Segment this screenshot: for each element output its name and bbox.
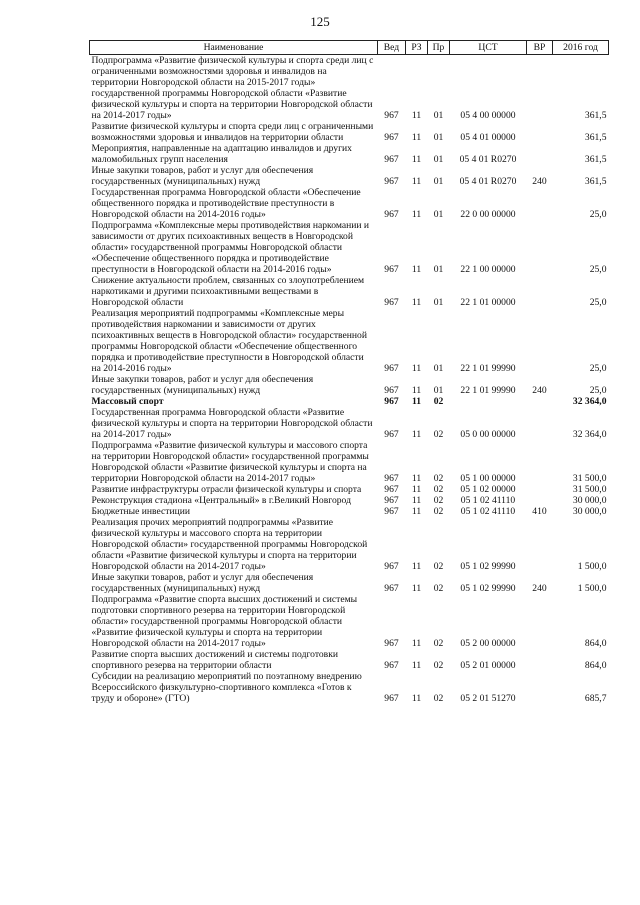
cell-rz: 11	[411, 495, 422, 506]
cell-vr: 240	[532, 385, 547, 396]
cell-name: Реализация прочих мероприятий подпрограммы «Развитие физической культуры и массового спорта на территории Новгородской области» государственной программы Новгородской области «Развитие физической культуры и спорта на территории Новгородской области на 2014-2017 годы»	[91, 517, 368, 572]
cell-cst: 22 0 00 00000	[460, 209, 516, 220]
cell-amount: 25,0	[589, 385, 607, 396]
cell-rz: 11	[411, 110, 422, 121]
cell-name: Реконструкция стадиона «Центральный» в г.Великий Новгород	[91, 495, 351, 506]
table-row	[90, 484, 609, 495]
cell-ved: 967	[384, 209, 399, 220]
cell-name: Массовый спорт	[91, 396, 164, 407]
table-row	[90, 187, 609, 220]
cell-vr	[527, 671, 553, 704]
cell-pr: 02	[433, 473, 444, 484]
cell-ved: 967	[384, 264, 399, 275]
cell-amount: 25,0	[589, 363, 607, 374]
cell-vr	[527, 55, 553, 122]
cell-amount: 361,5	[584, 154, 607, 165]
cell-vr: 240	[532, 176, 547, 187]
cell-rz: 11	[411, 429, 422, 440]
cell-rz: 11	[411, 176, 422, 187]
cell-name: Подпрограмма «Комплексные меры противодействия наркомании и зависимости от других психоактивных веществ в Новгородской области» государственной программы Новгородской области «Обеспечение общественного порядка и противодействие преступности в Новгородской области на 2014-2016 годы»	[91, 220, 370, 275]
cell-pr: 01	[433, 110, 444, 121]
cell-name: Развитие спорта высших достижений и системы подготовки спортивного резерва на территории области	[91, 649, 339, 671]
cell-ved: 967	[384, 297, 399, 308]
table-row	[90, 572, 609, 594]
cell-vr	[527, 220, 553, 275]
cell-ved: 967	[384, 429, 399, 440]
cell-amount: 685,7	[584, 693, 607, 704]
table-row	[90, 506, 609, 517]
cell-amount: 25,0	[589, 209, 607, 220]
cell-name: Развитие инфраструктуры отрасли физической культуры и спорта	[91, 484, 362, 495]
cell-amount: 864,0	[584, 638, 607, 649]
header-ved: Вед	[378, 41, 406, 55]
cell-cst: 22 1 01 00000	[460, 297, 516, 308]
cell-pr: 02	[433, 561, 444, 572]
cell-vr	[527, 396, 553, 407]
cell-pr: 01	[433, 297, 444, 308]
cell-ved: 967	[384, 473, 399, 484]
cell-ved: 967	[384, 638, 399, 649]
cell-name: Бюджетные инвестиции	[91, 506, 190, 517]
table-row	[90, 121, 609, 143]
table-header-row	[90, 41, 609, 55]
cell-amount: 31 500,0	[572, 473, 607, 484]
cell-ved: 967	[384, 561, 399, 572]
cell-ved: 967	[384, 660, 399, 671]
table-row	[90, 649, 609, 671]
cell-pr: 01	[433, 264, 444, 275]
cell-vr: 240	[532, 583, 547, 594]
cell-vr	[527, 649, 553, 671]
cell-rz: 11	[411, 396, 422, 407]
cell-amount: 361,5	[584, 132, 607, 143]
cell-pr: 01	[433, 132, 444, 143]
cell-amount: 1 500,0	[577, 583, 607, 594]
header-cst: ЦСТ	[450, 41, 527, 55]
cell-name: Государственная программа Новгородской области «Обеспечение общественного порядка и противодействие преступности в Новгородской области на 2014-2016 годы»	[91, 187, 361, 220]
table-row	[90, 308, 609, 374]
cell-rz: 11	[411, 154, 422, 165]
table-row	[90, 517, 609, 572]
cell-cst	[450, 396, 527, 407]
cell-name: Иные закупки товаров, работ и услуг для обеспечения государственных (муниципальных) нужд	[91, 572, 314, 594]
cell-vr	[527, 275, 553, 308]
cell-pr: 02	[433, 693, 444, 704]
cell-rz: 11	[411, 264, 422, 275]
cell-vr	[527, 440, 553, 484]
cell-rz: 11	[411, 693, 422, 704]
cell-pr: 01	[433, 176, 444, 187]
table-row	[90, 407, 609, 440]
cell-name: Мероприятия, направленные на адаптацию инвалидов и других маломобильных групп населения	[91, 143, 352, 165]
cell-vr	[527, 121, 553, 143]
cell-pr: 01	[433, 154, 444, 165]
cell-vr	[527, 407, 553, 440]
cell-cst: 05 2 01 51270	[460, 693, 516, 704]
table-row	[90, 374, 609, 396]
table-row	[90, 671, 609, 704]
cell-vr	[527, 143, 553, 165]
cell-pr: 02	[433, 660, 444, 671]
cell-rz: 11	[411, 363, 422, 374]
cell-pr: 02	[433, 396, 444, 407]
cell-cst: 05 1 02 41110	[460, 495, 516, 506]
cell-ved: 967	[384, 385, 399, 396]
cell-rz: 11	[411, 484, 422, 495]
cell-pr: 01	[433, 385, 444, 396]
header-pr: Пр	[428, 41, 450, 55]
cell-pr: 01	[433, 363, 444, 374]
cell-amount: 361,5	[584, 176, 607, 187]
cell-amount: 32 364,0	[572, 429, 607, 440]
cell-amount: 30 000,0	[572, 495, 607, 506]
table-row	[90, 55, 609, 122]
cell-amount: 25,0	[589, 264, 607, 275]
cell-name: Развитие физической культуры и спорта среди лиц с ограниченными возможностями здоровья и инвалидов на территории области	[91, 121, 374, 143]
cell-cst: 05 4 01 R0270	[459, 176, 517, 187]
cell-cst: 05 4 01 R0270	[459, 154, 517, 165]
table-row	[90, 220, 609, 275]
cell-vr	[527, 517, 553, 572]
cell-amount: 31 500,0	[572, 484, 607, 495]
cell-amount: 30 000,0	[572, 506, 607, 517]
cell-name: Реализация мероприятий подпрограммы «Комплексные меры противодействия наркомании и зависимости от других психоактивных веществ в Новгородской области» государственной программы Новгородской области «Обеспечение общественного порядка и противодействие преступности в Новгородской области на 2014-2016 годы»	[91, 308, 367, 374]
cell-cst: 05 1 02 99990	[460, 583, 516, 594]
cell-ved: 967	[384, 363, 399, 374]
cell-cst: 05 1 02 99990	[460, 561, 516, 572]
cell-amount: 864,0	[584, 660, 607, 671]
cell-pr: 02	[433, 506, 444, 517]
cell-pr: 02	[433, 484, 444, 495]
table-row	[90, 495, 609, 506]
budget-table	[89, 40, 609, 704]
cell-ved: 967	[384, 693, 399, 704]
page-number: 125	[310, 14, 330, 29]
cell-cst: 05 4 00 00000	[460, 110, 516, 121]
cell-cst: 05 1 02 41110	[460, 506, 516, 517]
cell-ved: 967	[384, 506, 399, 517]
cell-ved: 967	[384, 132, 399, 143]
cell-pr: 02	[433, 429, 444, 440]
cell-pr: 02	[433, 638, 444, 649]
cell-cst: 22 1 01 99990	[460, 363, 516, 374]
cell-cst: 05 2 00 00000	[460, 638, 516, 649]
header-vr: ВР	[527, 41, 553, 55]
cell-name: Государственная программа Новгородской области «Развитие физической культуры и спорта на территории Новгородской области на 2014-2017 годы»	[91, 407, 373, 440]
cell-vr	[527, 308, 553, 374]
cell-rz: 11	[411, 473, 422, 484]
cell-name: Субсидии на реализацию мероприятий по поэтапному внедрению Всероссийского физкультурно-спортивного комплекса «Готов к труду и обороне» (ГТО)	[91, 671, 362, 704]
cell-amount: 361,5	[584, 110, 607, 121]
table-row	[90, 396, 609, 407]
cell-amount: 1 500,0	[577, 561, 607, 572]
cell-pr: 02	[433, 583, 444, 594]
cell-name: Подпрограмма «Развитие физической культуры и спорта среди лиц с ограниченными возможностями здоровья и инвалидов на территории Новгородской области на 2015-2017 годы» государственной программы Новгородской области «Развитие физической культуры и спорта на территории Новгородской области на 2014-2017 годы»	[91, 55, 374, 121]
cell-name: Иные закупки товаров, работ и услуг для обеспечения государственных (муниципальных) нужд	[91, 374, 314, 396]
table-row	[90, 143, 609, 165]
header-rz: РЗ	[406, 41, 428, 55]
table-row	[90, 440, 609, 484]
cell-vr	[527, 594, 553, 649]
cell-rz: 11	[411, 561, 422, 572]
cell-name: Иные закупки товаров, работ и услуг для обеспечения государственных (муниципальных) нужд	[91, 165, 314, 187]
cell-ved: 967	[384, 176, 399, 187]
cell-name: Подпрограмма «Развитие спорта высших достижений и системы подготовки спортивного резерва на территории Новгородской области» государственной программы Новгородской области «Развитие физической культуры и спорта на территории Новгородской области на 2014-2017 годы»	[91, 594, 358, 649]
cell-cst: 05 1 00 00000	[460, 473, 516, 484]
cell-ved: 967	[384, 484, 399, 495]
cell-name: Подпрограмма «Развитие физической культуры и массового спорта на территории Новгородской области» государственной программы Новгородской области «Развитие физической культуры и спорта на территории Новгородской области на 2014-2017 годы»	[91, 440, 369, 484]
cell-pr: 01	[433, 209, 444, 220]
cell-cst: 05 1 02 00000	[460, 484, 516, 495]
cell-rz: 11	[411, 583, 422, 594]
table-row	[90, 594, 609, 649]
cell-vr: 410	[532, 506, 547, 517]
cell-name: Снижение актуальности проблем, связанных со злоупотреблением наркотиками и другими психоактивными веществами в Новгородской области	[91, 275, 365, 308]
cell-ved: 967	[384, 583, 399, 594]
cell-cst: 05 0 00 00000	[460, 429, 516, 440]
cell-pr: 02	[433, 495, 444, 506]
cell-cst: 05 2 01 00000	[460, 660, 516, 671]
cell-cst: 05 4 01 00000	[460, 132, 516, 143]
cell-cst: 22 1 00 00000	[460, 264, 516, 275]
cell-ved: 967	[384, 154, 399, 165]
cell-vr	[527, 495, 553, 506]
cell-cst: 22 1 01 99990	[460, 385, 516, 396]
cell-vr	[527, 484, 553, 495]
cell-rz: 11	[411, 209, 422, 220]
header-name: Наименование	[90, 41, 378, 55]
cell-rz: 11	[411, 385, 422, 396]
header-year: 2016 год	[553, 41, 609, 55]
cell-rz: 11	[411, 660, 422, 671]
cell-ved: 967	[384, 495, 399, 506]
table-body	[90, 55, 609, 705]
cell-rz: 11	[411, 638, 422, 649]
cell-rz: 11	[411, 297, 422, 308]
cell-ved: 967	[384, 396, 399, 407]
table-row	[90, 275, 609, 308]
table-row	[90, 165, 609, 187]
cell-vr	[527, 187, 553, 220]
cell-amount: 25,0	[589, 297, 607, 308]
cell-ved: 967	[384, 110, 399, 121]
cell-amount: 32 364,0	[572, 396, 607, 407]
cell-rz: 11	[411, 506, 422, 517]
cell-rz: 11	[411, 132, 422, 143]
